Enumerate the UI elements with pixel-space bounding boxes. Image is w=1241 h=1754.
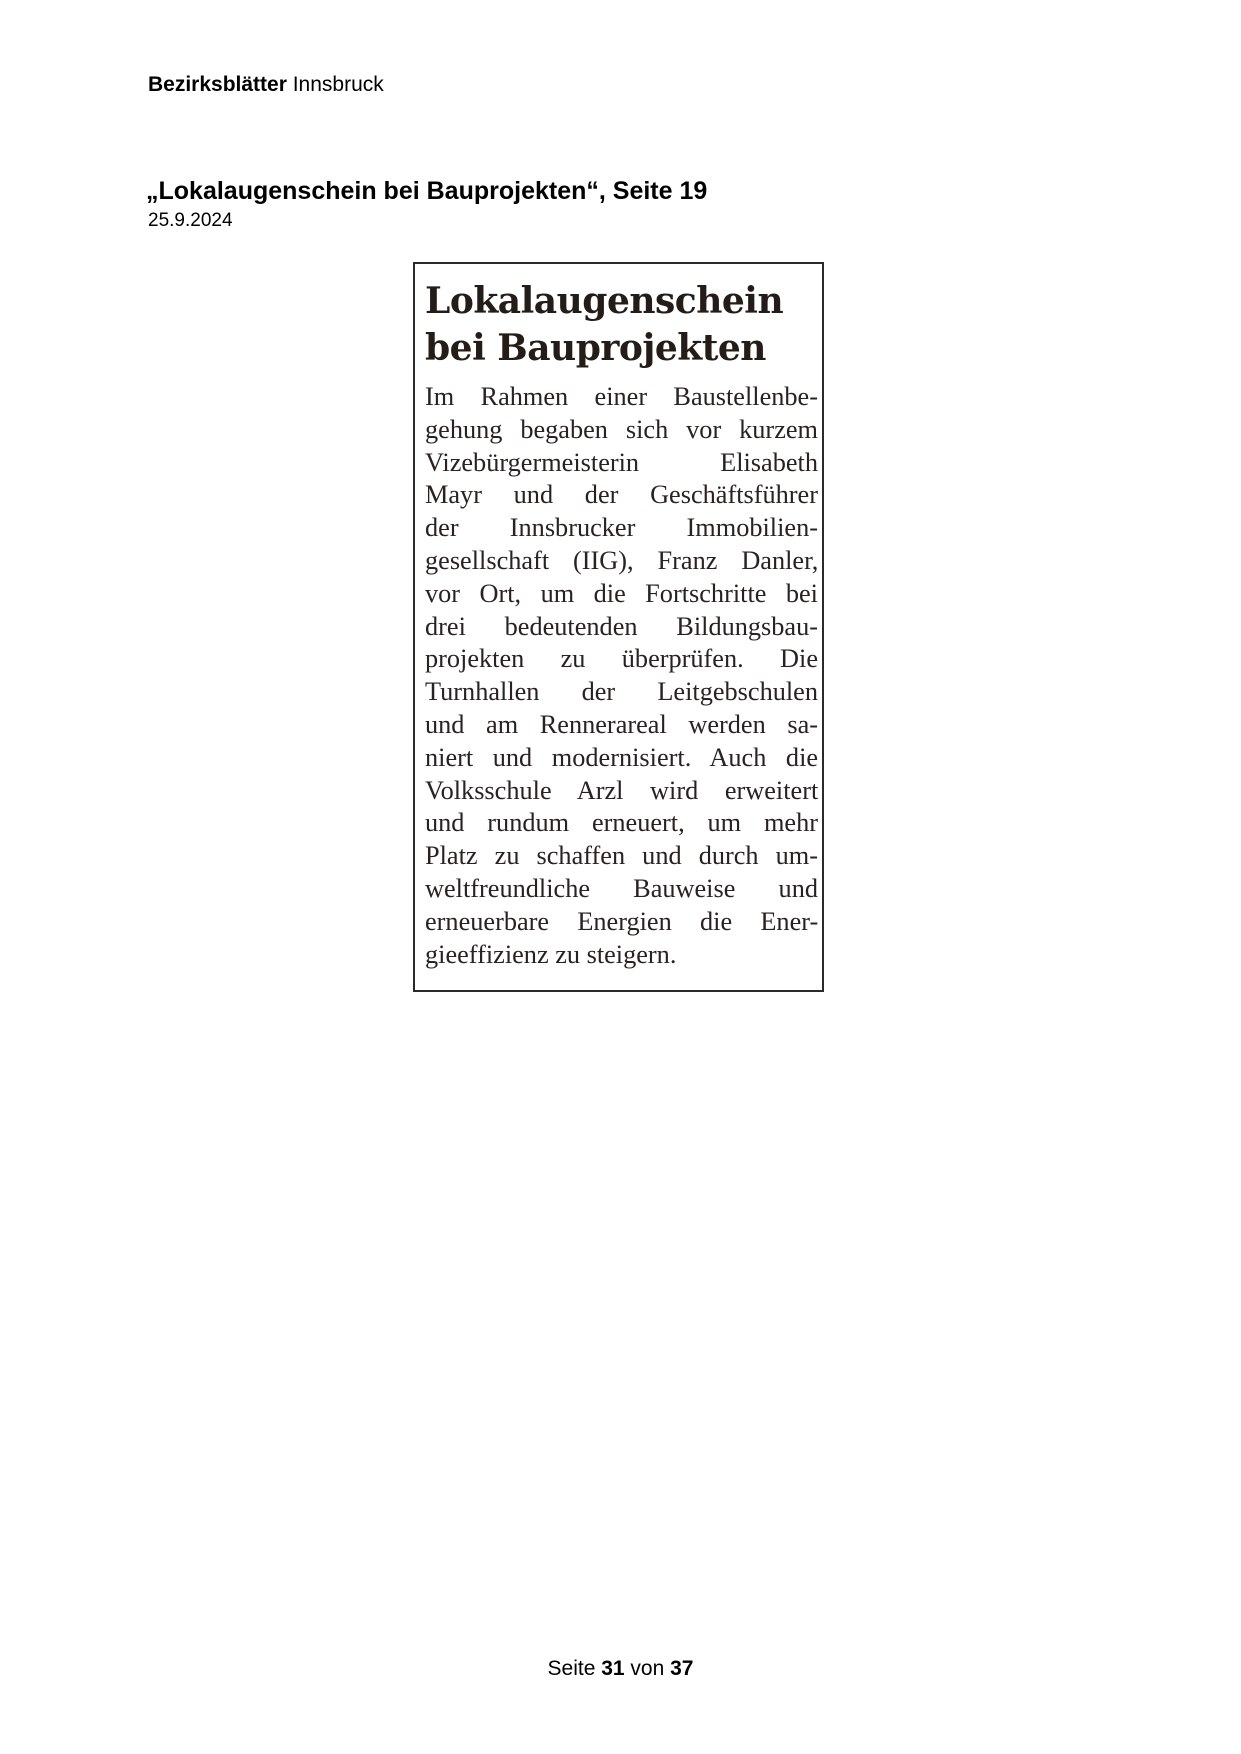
publication-header bbox=[148, 73, 384, 97]
body-line: drei bedeutenden Bildungsbau- bbox=[425, 611, 818, 641]
page-label: Seite bbox=[547, 1657, 602, 1680]
page-footer bbox=[0, 1657, 1241, 1681]
body-line: erneuerbare Energien die Ener- bbox=[425, 906, 819, 936]
body-line: gehung begaben sich vor kurzem bbox=[425, 414, 818, 444]
total-page-count: 37 bbox=[670, 1657, 694, 1680]
article-date: 25.9.2024 bbox=[148, 210, 233, 231]
page-of-label: von bbox=[624, 1657, 671, 1680]
article-title: „Lokalaugenschein bei Bauprojekten“, Seite 19 bbox=[146, 177, 708, 205]
body-line: Mayr und der Geschäftsführer bbox=[425, 480, 818, 510]
body-line: Volksschule Arzl wird erweitert bbox=[425, 775, 819, 805]
headline-line: bei Bauprojekten bbox=[425, 327, 766, 369]
body-line: projekten zu überprüfen. Die bbox=[425, 644, 818, 674]
publication-name: Bezirksblätter bbox=[148, 73, 287, 96]
body-line: niert und modernisiert. Auch die bbox=[425, 742, 819, 772]
current-page-number: 31 bbox=[601, 1657, 625, 1680]
body-line: und am Rennerareal werden sa- bbox=[425, 709, 818, 739]
publication-region: Innsbruck bbox=[286, 73, 384, 96]
body-line: weltfreundliche Bauweise und bbox=[425, 873, 818, 903]
clipping-body bbox=[425, 381, 818, 971]
body-line: der Innsbrucker Immobilien- bbox=[425, 513, 818, 543]
clipping-headline bbox=[425, 278, 815, 372]
body-line: vor Ort, um die Fortschritte bei bbox=[425, 578, 818, 608]
body-line: Vizebürgermeisterin Elisabeth bbox=[425, 447, 818, 477]
body-line: Platz zu schaffen und durch um- bbox=[425, 841, 818, 871]
body-line: gieeffizienz zu steigern. bbox=[425, 939, 677, 969]
body-line: und rundum erneuert, um mehr bbox=[425, 808, 818, 838]
body-line: Turnhallen der Leitgebschulen bbox=[425, 677, 818, 707]
body-line: Im Rahmen einer Baustellenbe- bbox=[425, 382, 818, 411]
body-line: gesellschaft (IIG), Franz Danler, bbox=[425, 545, 819, 575]
newspaper-clipping bbox=[413, 262, 824, 992]
headline-line: Lokalaugenschein bbox=[425, 280, 784, 322]
